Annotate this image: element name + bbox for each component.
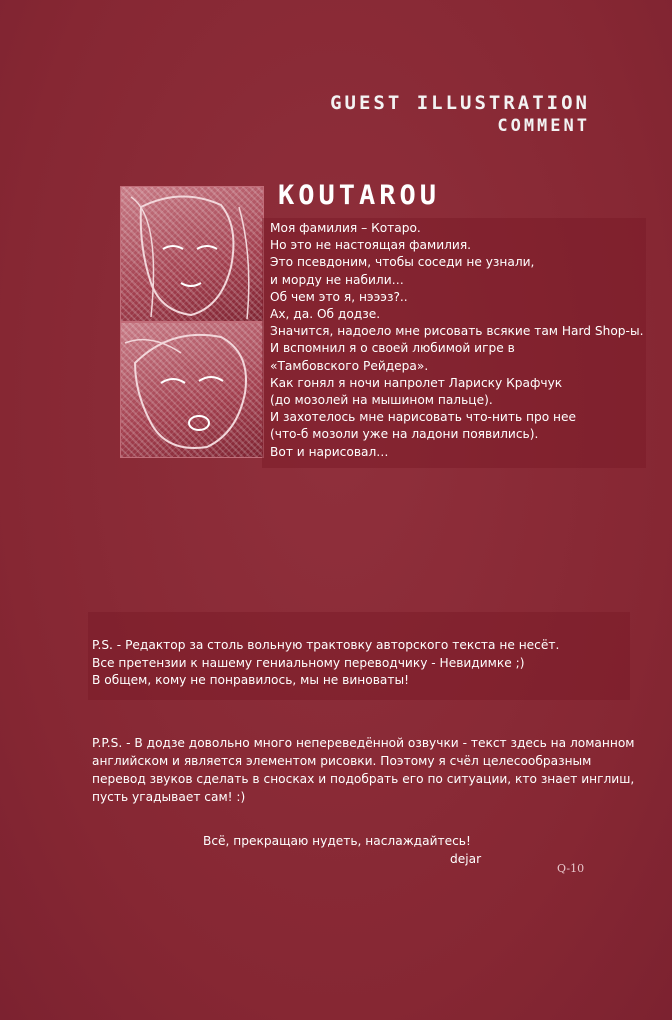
pps-line: P.P.S. - В додзе довольно много непереведённой озвучки - текст здесь на ломанном (92, 736, 635, 750)
poem-line: и морду не набили… (270, 272, 404, 287)
header-title: GUEST ILLUSTRATION (330, 92, 590, 114)
poem-line: (до мозолей на мышином пальце). (270, 393, 493, 408)
poem-line: Как гонял я ночи напролет Лариску Крафчук (270, 375, 563, 390)
pps-note (92, 734, 652, 806)
pps-line: перевод звуков сделать в сносках и подобрать его по ситуации, кто знает инглиш, (92, 772, 635, 786)
portrait-sketch-icon (121, 187, 263, 321)
poem-line: И вспомнил я о своей любимой игре в (270, 341, 515, 356)
illustration-top (120, 186, 264, 322)
ps-line: P.S. - Редактор за столь вольную трактовку авторского текста не несёт. (92, 638, 560, 652)
poem-line: Это псевдоним, чтобы соседи не узнали, (270, 255, 535, 270)
ps-line: Все претензии к нашему гениальному переводчику - Невидимке ;) (92, 655, 525, 670)
ps-note (92, 637, 652, 690)
poem-line: Об чем это я, нэээз?.. (270, 289, 408, 304)
poem-line: И захотелось мне нарисовать что-нить про нее (270, 410, 577, 425)
pps-line: пусть угадывает сам! :) (92, 790, 246, 804)
ps-line: В общем, кому не понравилось, мы не виноваты! (92, 673, 409, 687)
signature: dejar (450, 852, 482, 866)
poem-line: Но это не настоящая фамилия. (270, 238, 472, 253)
poem-line: «Тамбовского Рейдера». (270, 358, 429, 373)
poem-line: Ах, да. Об додзе. (270, 307, 381, 322)
poem-line: (что-б мозоли уже на ладони появились). (270, 427, 539, 442)
pps-line: английском и является элементом рисовки. Поэтому я счёл целесообразным (92, 754, 592, 768)
poem-line: Вот и нарисовал… (270, 444, 389, 459)
closing-text: Всё, прекращаю нудеть, наслаждайтесь! (203, 834, 471, 848)
illustration-bottom (120, 322, 264, 458)
artist-name: KOUTAROU (278, 180, 441, 211)
poem-text (270, 220, 650, 461)
poem-line: Значится, надоело мне рисовать всякие там Hard Shop-ы. (270, 324, 644, 339)
portrait-sketch-icon (121, 323, 263, 457)
header-subtitle: COMMENT (497, 116, 590, 136)
poem-line: Моя фамилия – Котаро. (270, 221, 421, 235)
page-number: Q-10 (557, 862, 585, 875)
